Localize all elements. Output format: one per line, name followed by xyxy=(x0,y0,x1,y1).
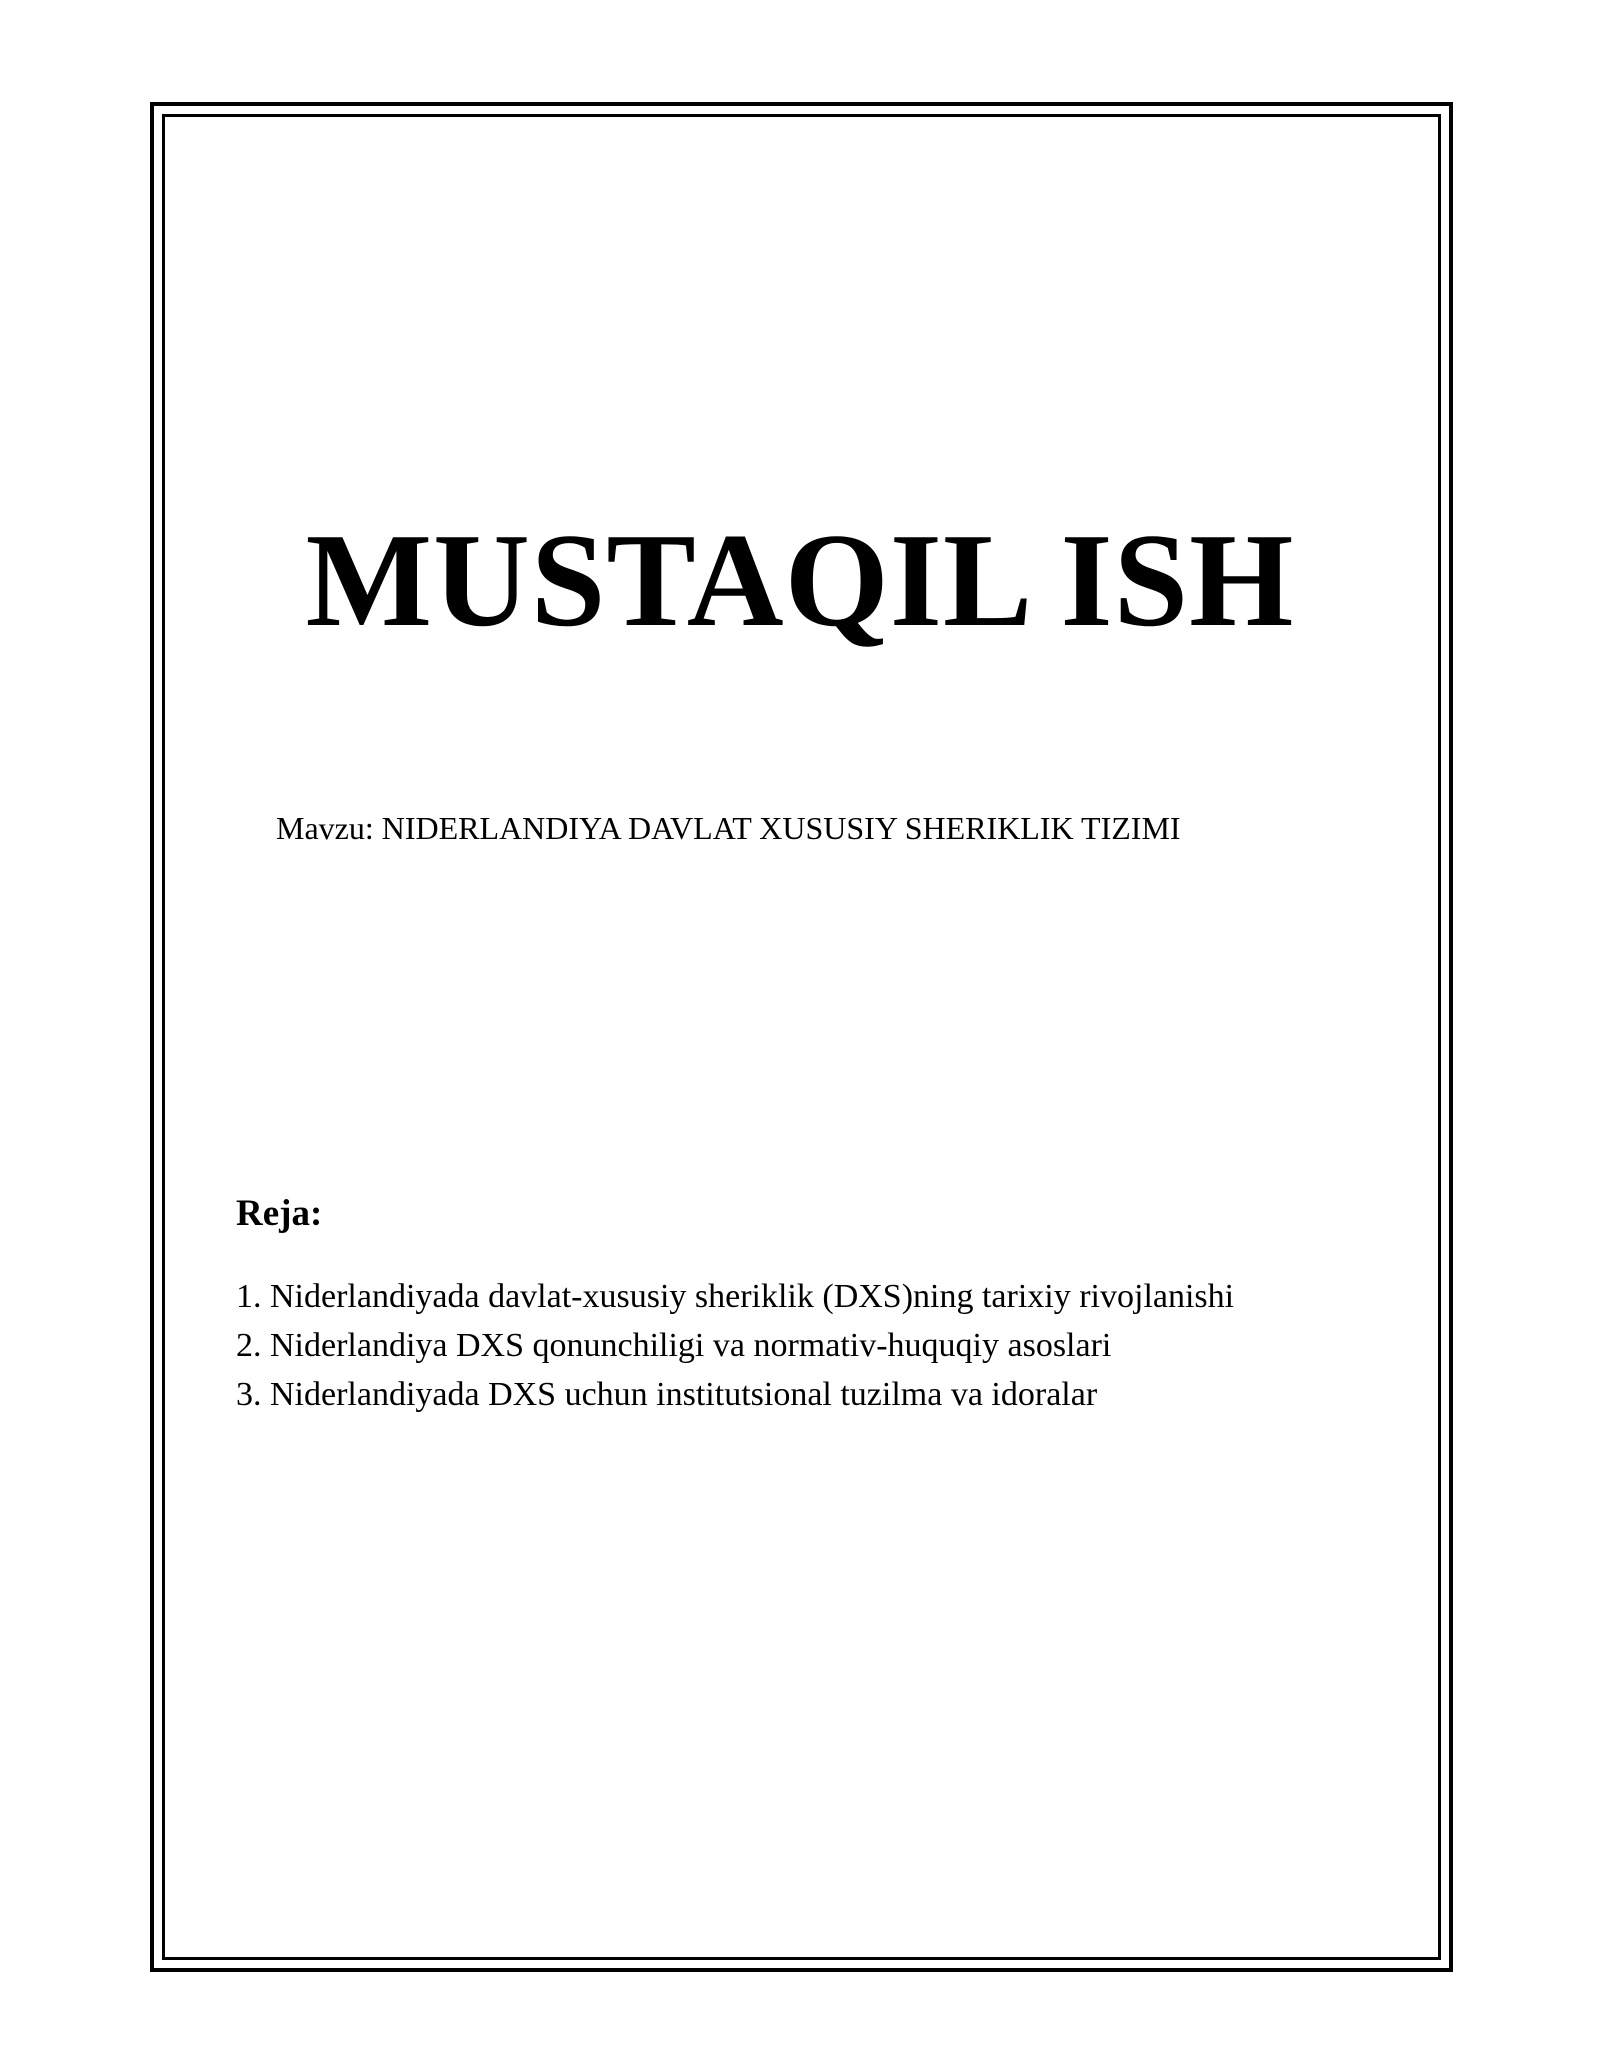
plan-item: 1. Niderlandiyada davlat-xususiy sheriklik (DXS)ning tarixiy rivojlanishi xyxy=(236,1278,1235,1315)
page-border xyxy=(150,102,1453,1972)
plan-list xyxy=(236,1272,1234,1419)
document-subject: Mavzu: NIDERLANDIYA DAVLAT XUSUSIY SHERIKLIK TIZIMI xyxy=(276,810,1181,846)
document-title: MUSTAQIL ISH xyxy=(305,506,1295,654)
page-border-inner xyxy=(162,114,1441,1960)
plan-heading: Reja: xyxy=(236,1193,323,1234)
plan-item: 2. Niderlandiya DXS qonunchiligi va normativ-huquqiy asoslari xyxy=(236,1327,1112,1364)
plan-item: 3. Niderlandiyada DXS uchun institutsional tuzilma va idoralar xyxy=(236,1376,1098,1413)
